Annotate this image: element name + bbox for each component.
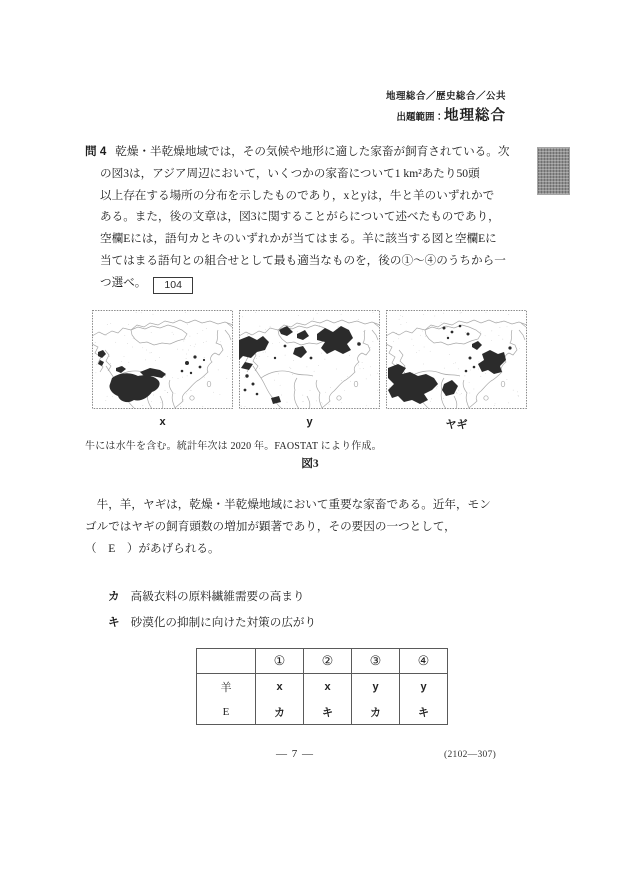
question-text-line: の図3は，アジア周辺において，いくつかの家畜について1 km²あたり50頭 <box>100 166 480 180</box>
figure-source-note: 牛には水牛を含む。統計年次は 2020 年。FAOSTAT により作成。 <box>85 441 382 452</box>
question-text: つ選べ。 <box>100 275 147 289</box>
footer-page-number: ― 7 ― <box>276 748 314 760</box>
question-text-line: 以上存在する場所の分布を示したものであり，xとyは，牛と羊のいずれかで <box>100 188 495 202</box>
distribution-map-y <box>239 310 380 409</box>
page-header <box>386 91 506 126</box>
question-text-line: 空欄Eには，語句カとキのいずれかが当てはまる。羊に該当する図と空欄Eに <box>100 232 497 246</box>
answer-combination-table <box>196 648 448 725</box>
distribution-map-goat <box>386 310 527 409</box>
word-options <box>108 584 316 635</box>
distribution-area-cattle <box>98 350 205 402</box>
question-text-line: ある。また，後の文章は，図3に関することがらについて述べたものであり， <box>100 210 500 224</box>
table-header-choice-2: ② <box>304 649 352 674</box>
table-cell: x <box>304 674 352 700</box>
table-cell: カ <box>256 699 304 725</box>
passage-block <box>85 494 547 560</box>
table-cell: キ <box>400 699 448 725</box>
table-header-row <box>197 649 448 674</box>
option-ki <box>108 610 316 636</box>
table-row-e <box>197 699 448 725</box>
table-corner-cell <box>197 649 256 674</box>
question-text-line: 当てはまる語句との組合せとして最も適当なものを，後の①～④のうちから一 <box>100 253 506 267</box>
table-header-choice-1: ① <box>256 649 304 674</box>
table-cell: キ <box>304 699 352 725</box>
map-label-x: x <box>159 416 166 428</box>
row-label-sheep: 羊 <box>197 674 256 700</box>
figure-3-maps <box>92 310 527 432</box>
exam-scope-value: 地理総合 <box>444 107 506 124</box>
distribution-area-goat <box>388 325 512 404</box>
exam-subjects-line: 地理総合／歴史総合／公共 <box>385 91 506 102</box>
passage-line: （ E ）があげられる。 <box>85 542 220 555</box>
table-cell: y <box>352 674 400 700</box>
table-cell: カ <box>352 699 400 725</box>
table-cell: x <box>256 674 304 700</box>
distribution-map-x <box>92 310 233 409</box>
answer-number-box: 104 <box>153 277 193 294</box>
option-ka-label: カ <box>108 590 120 603</box>
row-label-e: E <box>197 699 256 725</box>
question-number: 問 4 <box>85 145 107 158</box>
map-label-goat: ヤギ <box>445 419 468 431</box>
table-cell: y <box>400 674 448 700</box>
footer-doc-code: (2102―307) <box>444 750 497 760</box>
map-label-y: y <box>306 416 313 428</box>
question-4-block <box>85 141 547 294</box>
map-panel-x <box>92 310 233 432</box>
passage-line: ゴルではヤギの飼育頭数の増加が顕著であり，その要因の一つとして， <box>85 520 456 533</box>
figure-caption: 図3 <box>301 458 319 470</box>
option-ki-label: キ <box>108 615 120 629</box>
question-text: 乾燥・半乾燥地域では，その気候や地形に適した家畜が飼育されている。次 <box>115 145 510 158</box>
option-ka-text: 高級衣料の原料繊維需要の高まり <box>130 590 305 603</box>
exam-scope-line <box>386 106 506 126</box>
table-header-choice-3: ③ <box>352 649 400 674</box>
passage-line: 牛，羊，ヤギは，乾燥・半乾燥地域において重要な家畜である。近年，モン <box>85 498 491 511</box>
table-header-choice-4: ④ <box>400 649 448 674</box>
table-row-sheep <box>197 674 448 700</box>
option-ki-text: 砂漠化の抑制に向けた対策の広がり <box>130 615 317 629</box>
map-panel-y <box>239 310 380 432</box>
option-ka <box>108 584 316 610</box>
exam-scope-label: 出題範囲： <box>396 111 444 123</box>
question-text-line <box>85 141 547 163</box>
question-text-line <box>85 272 547 294</box>
map-panel-goat <box>386 310 527 432</box>
